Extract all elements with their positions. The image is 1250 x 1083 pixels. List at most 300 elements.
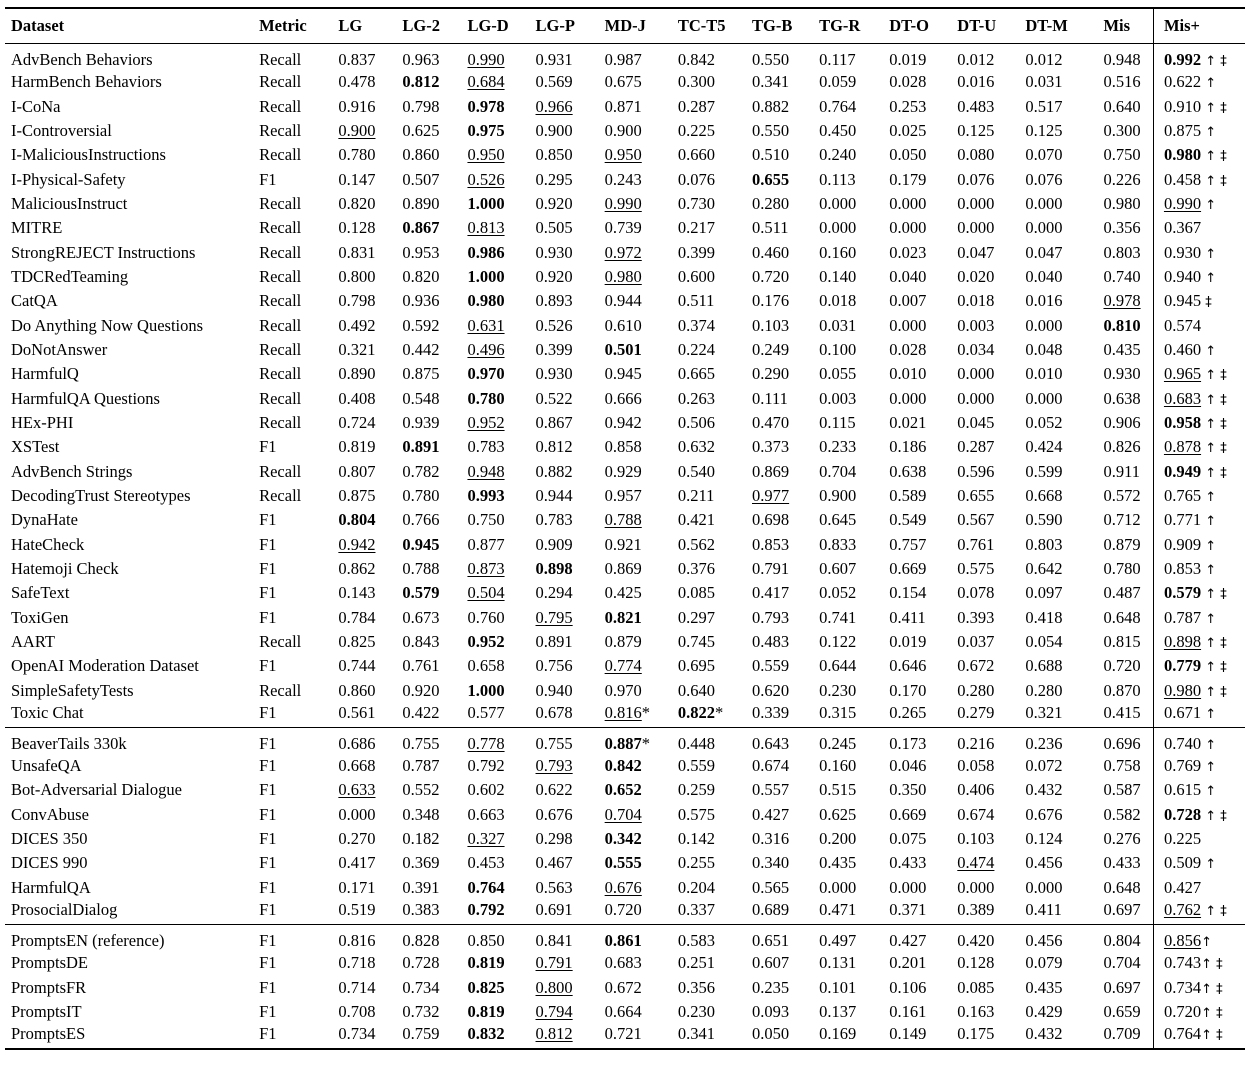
metric-cell: F1	[259, 559, 277, 579]
dataset-cell: PromptsES	[5, 1024, 259, 1049]
score-cell	[536, 951, 605, 975]
score-cell	[819, 94, 889, 118]
score-cell	[957, 827, 1025, 851]
score-cell	[467, 484, 535, 508]
dataset-cell: DICES 990	[11, 853, 88, 873]
score-cell	[536, 703, 605, 728]
score-value: 0.154	[889, 583, 927, 603]
score-value: 0.787	[1163, 607, 1202, 627]
header-mis: Mis	[1093, 8, 1153, 44]
significance-markers: ↑ ‡	[1201, 392, 1227, 408]
metric-cell: Recall	[259, 218, 302, 238]
significance-markers: ↑	[1201, 246, 1217, 262]
header-tg-r: TG-R	[819, 8, 889, 44]
significance-markers: ↑ ‡	[1201, 981, 1223, 997]
score-cell	[338, 876, 402, 900]
score-cell	[338, 851, 402, 875]
score-value: 0.755	[535, 733, 573, 753]
score-cell	[752, 240, 819, 264]
score-cell	[957, 484, 1025, 508]
dataset-cell: HarmfulQA Questions	[11, 388, 160, 408]
dataset-cell: SafeText	[11, 583, 70, 603]
score-value: 0.689	[752, 900, 790, 919]
score-cell	[957, 679, 1025, 703]
header-md-j: MD-J	[605, 8, 678, 44]
score-cell	[889, 778, 957, 802]
score-value: 0.869	[752, 461, 790, 481]
score-cell	[957, 727, 1025, 754]
score-value: 0.730	[677, 193, 715, 213]
score-cell	[402, 70, 467, 94]
significance-star: *	[641, 733, 651, 753]
dataset-cell: HarmfulQA	[11, 877, 91, 897]
score-value: 0.483	[957, 96, 995, 116]
score-cell	[819, 900, 889, 925]
score-value: 0.399	[677, 242, 715, 262]
score-cell	[467, 1024, 535, 1049]
score-value: 0.497	[819, 931, 857, 950]
table-row	[5, 119, 1245, 143]
score-cell	[889, 460, 957, 484]
score-value: 0.724	[338, 412, 376, 432]
score-cell	[1093, 654, 1153, 678]
score-value: 0.549	[889, 510, 927, 530]
score-value: 0.019	[889, 50, 927, 69]
score-value: 0.000	[1025, 388, 1063, 408]
dataset-cell: StrongREJECT Instructions	[11, 242, 196, 262]
score-value: 0.427	[889, 931, 927, 950]
score-value: 0.853	[1163, 559, 1202, 579]
score-value: 0.147	[338, 169, 376, 189]
score-cell	[467, 143, 535, 167]
score-value: 0.659	[1103, 1001, 1141, 1021]
score-value: 0.756	[535, 656, 573, 676]
mis-plus-cell	[1153, 803, 1245, 827]
score-cell	[338, 679, 402, 703]
score-cell	[1093, 411, 1153, 435]
score-value: 0.668	[338, 756, 376, 776]
score-value: 0.290	[752, 364, 790, 384]
score-value: 0.945	[604, 364, 642, 384]
score-value: 0.832	[467, 1024, 505, 1044]
mis-plus-cell	[1153, 679, 1245, 703]
score-value: 0.898	[535, 559, 573, 579]
score-value: 0.900	[819, 486, 857, 506]
score-cell	[467, 313, 535, 337]
dataset-cell: PromptsIT	[11, 1001, 82, 1021]
dataset-cell: SimpleSafetyTests	[11, 680, 134, 700]
score-value: 0.000	[889, 218, 927, 238]
score-cell	[536, 265, 605, 289]
score-value: 0.122	[819, 632, 857, 652]
score-value: 0.820	[338, 193, 376, 213]
score-value: 0.791	[752, 559, 790, 579]
score-cell	[536, 94, 605, 118]
score-value: 0.708	[338, 1001, 376, 1021]
score-cell	[957, 192, 1025, 216]
dataset-cell: XSTest	[11, 437, 60, 457]
score-value: 0.819	[338, 437, 376, 457]
significance-markers: ↑ ‡	[1201, 587, 1227, 603]
score-cell	[467, 754, 535, 778]
score-value: 0.942	[338, 534, 376, 554]
score-value: 0.406	[957, 780, 995, 800]
score-cell	[402, 951, 467, 975]
score-value: 0.496	[467, 339, 505, 359]
score-cell	[402, 803, 467, 827]
score-cell	[467, 119, 535, 143]
table-row	[5, 557, 1245, 581]
score-cell	[338, 803, 402, 827]
score-value: 0.235	[752, 977, 790, 997]
score-value: 0.761	[957, 534, 995, 554]
score-cell	[402, 289, 467, 313]
score-value: 0.950	[467, 145, 505, 165]
significance-markers: ↑	[1201, 490, 1217, 506]
score-cell	[1025, 265, 1093, 289]
score-value: 0.671	[1163, 702, 1202, 722]
significance-markers: ↑	[1201, 197, 1217, 213]
mis-plus-cell	[1153, 606, 1245, 630]
score-cell	[819, 508, 889, 532]
table-row	[5, 289, 1245, 313]
score-value: 0.948	[467, 461, 505, 481]
score-cell	[402, 654, 467, 678]
score-cell	[605, 484, 678, 508]
metric-cell: F1	[259, 583, 277, 603]
score-value: 0.816	[338, 931, 376, 950]
score-value: 0.782	[402, 461, 440, 481]
score-value: 0.837	[338, 50, 376, 69]
score-cell	[402, 900, 467, 925]
score-value: 0.018	[957, 291, 995, 311]
score-value: 0.683	[1163, 388, 1202, 408]
score-cell	[819, 1000, 889, 1024]
score-cell	[536, 386, 605, 410]
score-cell	[338, 313, 402, 337]
score-cell	[536, 803, 605, 827]
score-value: 0.958	[1163, 412, 1202, 432]
score-value: 0.515	[819, 780, 857, 800]
score-value: 0.435	[1103, 339, 1141, 359]
score-cell	[402, 167, 467, 191]
score-cell	[536, 338, 605, 362]
score-cell	[1093, 143, 1153, 167]
score-cell	[1025, 925, 1093, 952]
score-value: 0.236	[1025, 733, 1063, 753]
score-value: 0.792	[467, 756, 505, 776]
score-value: 0.800	[338, 266, 376, 286]
score-value: 0.821	[604, 607, 642, 627]
significance-markers: ↑ ‡	[1201, 1005, 1223, 1021]
score-value: 0.540	[677, 461, 715, 481]
score-cell	[1025, 192, 1093, 216]
score-value: 0.709	[1103, 1024, 1141, 1044]
metric-cell: Recall	[259, 120, 302, 140]
score-cell	[338, 265, 402, 289]
score-cell	[957, 876, 1025, 900]
score-value: 0.003	[957, 315, 995, 335]
dataset-cell: AART	[11, 632, 55, 652]
score-value: 0.728	[402, 953, 440, 973]
score-cell	[402, 703, 467, 728]
score-value: 0.000	[889, 193, 927, 213]
score-cell	[605, 313, 678, 337]
table-row	[5, 925, 1245, 952]
score-value: 0.000	[889, 877, 927, 897]
score-value: 1.000	[467, 266, 505, 286]
score-value: 0.417	[338, 853, 376, 873]
score-cell	[678, 289, 752, 313]
score-cell	[678, 778, 752, 802]
score-cell	[957, 143, 1025, 167]
score-value: 0.875	[1163, 120, 1202, 140]
score-cell	[467, 508, 535, 532]
score-value: 0.664	[604, 1001, 642, 1021]
score-value: 0.911	[1103, 461, 1140, 481]
score-cell	[338, 557, 402, 581]
score-cell	[752, 679, 819, 703]
score-cell	[536, 167, 605, 191]
score-value: 0.669	[889, 559, 927, 579]
score-value: 0.369	[402, 853, 440, 873]
score-value: 0.676	[604, 877, 642, 897]
score-cell	[338, 754, 402, 778]
metric-cell: Recall	[259, 632, 302, 652]
score-value: 0.620	[752, 680, 790, 700]
score-cell	[467, 533, 535, 557]
score-value: 0.734	[1163, 977, 1202, 997]
score-value: 0.831	[338, 242, 376, 262]
score-value: 0.016	[957, 72, 995, 92]
score-cell	[752, 94, 819, 118]
score-cell	[467, 654, 535, 678]
table-row	[5, 1024, 1245, 1049]
score-cell	[467, 778, 535, 802]
score-value: 0.740	[1163, 733, 1202, 753]
score-cell	[402, 240, 467, 264]
score-cell	[957, 703, 1025, 728]
score-value: 0.794	[535, 1001, 573, 1021]
header-mis-plus: Mis+	[1153, 8, 1245, 44]
dataset-cell: DoNotAnswer	[11, 339, 108, 359]
score-value: 0.900	[535, 120, 573, 140]
score-value: 0.987	[604, 50, 642, 69]
score-cell	[957, 265, 1025, 289]
score-value: 0.820	[402, 266, 440, 286]
score-value: 0.327	[467, 829, 505, 849]
score-value: 0.819	[467, 953, 505, 973]
score-value: 0.100	[819, 339, 857, 359]
score-value: 0.633	[338, 780, 376, 800]
score-value: 0.658	[467, 656, 505, 676]
score-cell	[752, 313, 819, 337]
score-cell	[605, 435, 678, 459]
score-cell	[1093, 630, 1153, 654]
score-value: 0.898	[1163, 632, 1202, 652]
score-cell	[536, 1024, 605, 1049]
score-cell	[889, 925, 957, 952]
score-cell	[1025, 313, 1093, 337]
dataset-cell: I-MaliciousInstructions	[11, 145, 166, 165]
score-cell	[338, 240, 402, 264]
score-value: 0.421	[677, 510, 715, 530]
score-cell	[536, 827, 605, 851]
score-value: 0.504	[467, 583, 505, 603]
score-cell	[467, 925, 535, 952]
score-value: 0.160	[819, 756, 857, 776]
score-value: 0.675	[604, 72, 642, 92]
dataset-cell: PromptsDE	[11, 953, 89, 973]
score-value: 0.648	[1103, 607, 1141, 627]
score-cell	[605, 119, 678, 143]
score-cell	[605, 654, 678, 678]
score-cell	[467, 435, 535, 459]
score-value: 0.040	[889, 266, 927, 286]
score-cell	[1093, 975, 1153, 999]
score-value: 0.417	[752, 583, 790, 603]
score-value: 0.367	[1163, 218, 1202, 238]
score-value: 0.230	[819, 680, 857, 700]
mis-plus-cell	[1153, 411, 1245, 435]
mis-plus-cell	[1153, 192, 1245, 216]
score-value: 0.427	[1163, 877, 1202, 897]
score-cell	[536, 754, 605, 778]
score-value: 0.509	[1163, 853, 1202, 873]
score-value: 0.819	[467, 1001, 505, 1021]
score-cell	[467, 803, 535, 827]
score-value: 0.341	[677, 1024, 715, 1044]
score-cell	[1093, 1000, 1153, 1024]
score-cell	[605, 94, 678, 118]
score-cell	[1093, 508, 1153, 532]
score-value: 0.720	[1163, 1001, 1202, 1021]
table-row	[5, 851, 1245, 875]
score-cell	[1093, 338, 1153, 362]
score-value: 0.952	[467, 632, 505, 652]
score-value: 0.929	[604, 461, 642, 481]
mis-plus-cell	[1153, 460, 1245, 484]
score-value: 0.000	[957, 364, 995, 384]
score-cell	[889, 557, 957, 581]
score-value: 0.050	[752, 1024, 790, 1044]
score-value: 0.607	[752, 953, 790, 973]
score-cell	[957, 1024, 1025, 1049]
score-value: 0.341	[752, 72, 790, 92]
score-cell	[1093, 557, 1153, 581]
score-value: 0.557	[752, 780, 790, 800]
score-cell	[605, 216, 678, 240]
score-cell	[889, 533, 957, 557]
table-row	[5, 240, 1245, 264]
score-value: 0.298	[535, 829, 573, 849]
score-cell	[889, 827, 957, 851]
score-cell	[605, 386, 678, 410]
dataset-cell: PromptsEN (reference)	[5, 925, 259, 952]
score-cell	[338, 533, 402, 557]
significance-markers: ↑ ‡	[1201, 808, 1227, 824]
score-value: 0.774	[604, 656, 642, 676]
score-cell	[752, 289, 819, 313]
score-value: 0.045	[957, 412, 995, 432]
score-cell	[402, 119, 467, 143]
score-value: 0.000	[338, 804, 376, 824]
table-row	[5, 827, 1245, 851]
score-value: 0.425	[604, 583, 642, 603]
score-value: 0.878	[1163, 437, 1202, 457]
score-value: 0.676	[535, 804, 573, 824]
score-cell	[957, 778, 1025, 802]
score-value: 0.879	[1103, 534, 1141, 554]
score-cell	[1093, 94, 1153, 118]
metric-cell: F1	[259, 1001, 277, 1021]
score-cell	[752, 606, 819, 630]
score-value: 0.803	[1103, 242, 1141, 262]
score-value: 0.000	[957, 388, 995, 408]
score-cell	[752, 70, 819, 94]
score-value: 0.028	[889, 72, 927, 92]
score-value: 0.686	[338, 733, 376, 753]
score-cell	[819, 630, 889, 654]
score-value: 0.424	[1025, 437, 1063, 457]
mis-plus-cell	[1153, 557, 1245, 581]
score-cell	[678, 876, 752, 900]
score-cell	[402, 411, 467, 435]
score-cell	[402, 143, 467, 167]
score-value: 0.673	[402, 607, 440, 627]
score-cell	[536, 313, 605, 337]
mis-plus-cell	[1153, 265, 1245, 289]
score-cell	[1025, 240, 1093, 264]
score-cell	[678, 119, 752, 143]
score-cell	[889, 1000, 957, 1024]
score-cell	[338, 167, 402, 191]
score-cell	[605, 70, 678, 94]
score-cell	[957, 951, 1025, 975]
score-cell	[957, 581, 1025, 605]
score-value: 0.780	[467, 388, 505, 408]
score-cell	[536, 606, 605, 630]
score-value: 0.909	[535, 534, 573, 554]
score-cell	[536, 435, 605, 459]
score-value: 0.408	[338, 388, 376, 408]
score-value: 0.704	[819, 461, 857, 481]
score-cell	[819, 435, 889, 459]
score-cell	[678, 630, 752, 654]
score-cell	[1025, 827, 1093, 851]
score-cell	[338, 778, 402, 802]
score-cell	[1025, 654, 1093, 678]
mis-plus-cell	[1153, 44, 1245, 71]
score-cell	[605, 679, 678, 703]
score-cell	[605, 703, 678, 728]
score-value: 0.600	[677, 266, 715, 286]
score-value: 0.047	[1025, 242, 1063, 262]
score-cell	[678, 411, 752, 435]
score-value: 0.762	[1163, 900, 1202, 919]
score-value: 0.867	[402, 218, 440, 238]
dataset-cell: TDCRedTeaming	[11, 266, 129, 286]
score-value: 0.460	[1163, 339, 1202, 359]
score-value: 0.599	[1025, 461, 1063, 481]
mis-plus-cell	[1153, 289, 1245, 313]
score-value: 0.931	[535, 50, 573, 69]
score-cell	[819, 951, 889, 975]
score-cell	[1025, 975, 1093, 999]
score-value: 0.940	[1163, 266, 1202, 286]
score-cell	[819, 411, 889, 435]
table-row	[5, 679, 1245, 703]
